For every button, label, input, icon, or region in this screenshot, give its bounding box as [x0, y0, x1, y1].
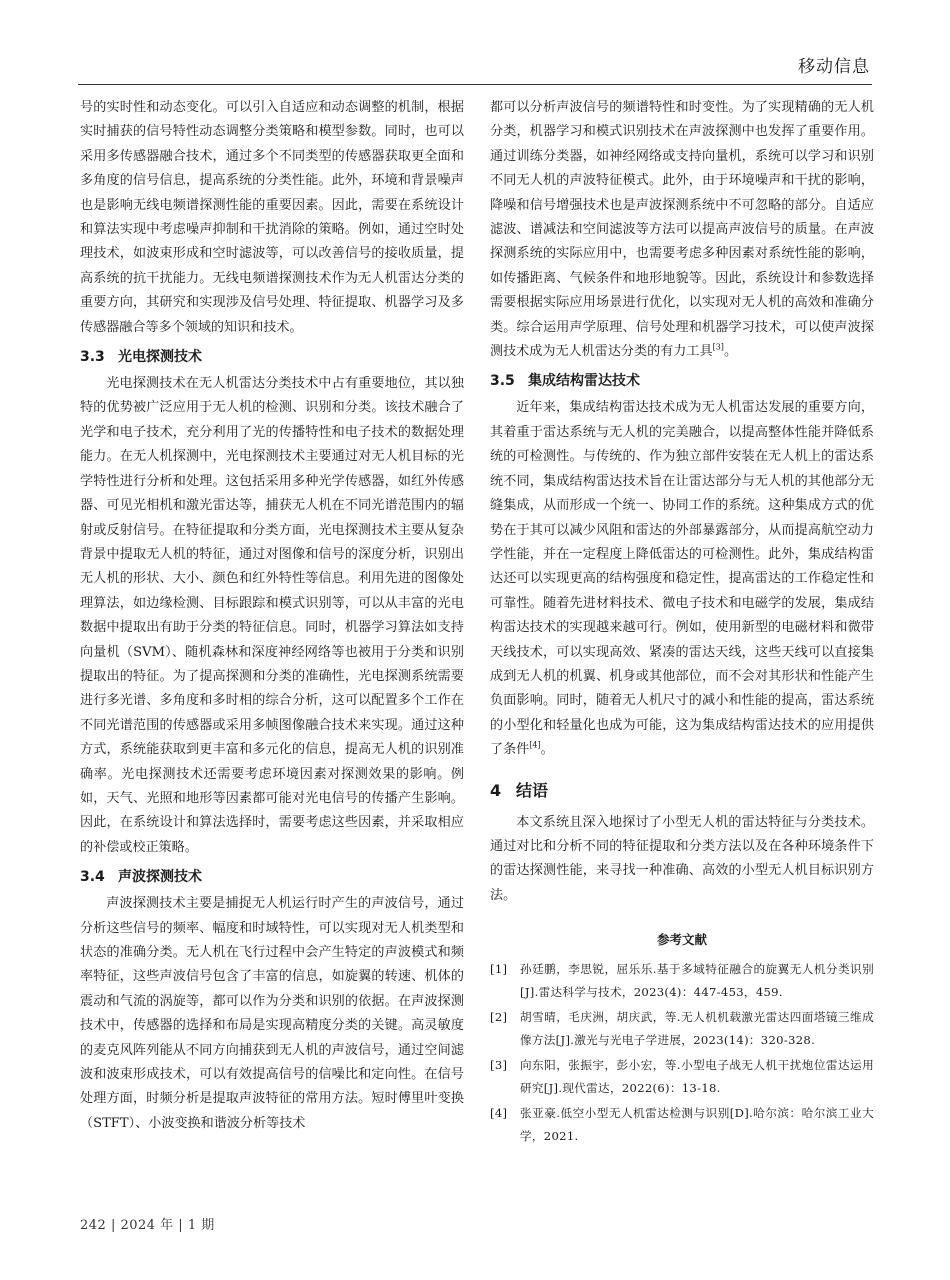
reference-item — [490, 1102, 874, 1148]
reference-text: 孙廷鹏，李思锐，屈乐乐.基于多域特征融合的旋翼无人机分类识别[J].雷达科学与技术，2023(4)：447-453，459. — [520, 962, 874, 1000]
section-number: 4 — [490, 780, 502, 800]
paragraph-end: 。 — [540, 742, 554, 758]
reference-index: [2] — [490, 1010, 508, 1025]
reference-index: [3] — [490, 1058, 508, 1073]
reference-index: [4] — [490, 1106, 508, 1121]
section-heading-3-3 — [80, 344, 464, 370]
page-footer: 242 | 2024 年 | 1 期 — [80, 1218, 215, 1233]
section-heading-4 — [490, 777, 874, 805]
paragraph — [490, 96, 874, 364]
section-number: 3.4 — [80, 869, 105, 886]
reference-item — [490, 1006, 874, 1052]
reference-list — [490, 958, 874, 1148]
section-number: 3.5 — [490, 373, 515, 390]
header-rule — [78, 84, 872, 85]
paragraph-end: 。 — [723, 344, 738, 360]
reference-text: 向东阳，张振宇，彭小宏，等.小型电子战无人机干扰炮位雷达运用研究[J].现代雷达，2022(6)：13-18. — [520, 1058, 874, 1096]
reference-text: 张亚豪.低空小型无人机雷达检测与识别[D].哈尔滨：哈尔滨工业大学，2021. — [520, 1106, 874, 1144]
right-column — [490, 96, 874, 1150]
section-heading-3-5 — [490, 368, 874, 394]
section-title: 光电探测技术 — [118, 349, 202, 366]
section-number: 3.3 — [80, 349, 105, 366]
section-title: 集成结构雷达技术 — [528, 373, 640, 390]
left-column — [80, 96, 464, 1136]
paragraph: 声波探测技术主要是捕捉无人机运行时产生的声波信号，通过分析这些信号的频率、幅度和时域特性，可以实现对无人机类型和状态的准确分类。无人机在飞行过程中会产生特定的声波模式和频率特征，这些声波信号包含了丰富的信息，如旋翼的转速、机体的震动和气流的涡旋等，都可以作为分类和识别的依据。在声波探测技术中，传感器的选择和布局是实现高精度分类的关键。高灵敏度的麦克风阵列能从不同方向捕获到无人机的声波信号，通过空间滤波和波束形成技术，可以有效提高信号的信噪比和定向性。在信号处理方面，时频分析是提取声波特征的常用方法。短时傅里叶变换（STFT）、小波变换和谐波分析等技术 — [80, 896, 464, 1131]
paragraph — [490, 396, 874, 762]
reference-text: 胡雪晴，毛庆洲，胡庆武，等.无人机机载激光雷达四面塔镜三维成像方法[J].激光与光电子学进展，2023(14)：320-328. — [520, 1010, 874, 1048]
reference-item — [490, 958, 874, 1004]
section-heading-3-4 — [80, 864, 464, 890]
reference-index: [1] — [490, 962, 508, 977]
section-title: 声波探测技术 — [118, 869, 202, 886]
paragraph: 光电探测技术在无人机雷达分类技术中占有重要地位，其以独特的优势被广泛应用于无人机的检测、识别和分类。该技术融合了光学和电子技术，充分利用了光的传播特性和电子技术的数据处理能力。在无人机探测中，光电探测技术主要通过对无人机目标的光学特性进行分析和处理。这包括采用多种光学传感器，如红外传感器、可见光相机和激光雷达等，捕获无人机在不同光谱范围内的辐射或反射信号。在特征提取和分类方面，光电探测技术主要从复杂背景中提取无人机的特征，通过对图像和信号的深度分析，识别出无人机的形状、大小、颜色和红外特性等信息。利用先进的图像处理算法，如边缘检测、目标跟踪和模式识别等，可以从丰富的光电数据中提取出有助于分类的特征信息。同时，机器学习算法如支持向量机（SVM）、随机森林和深度神经网络等也被用于分类和识别提取出的特征。为了提高探测和分类的准确性，光电探测系统需要进行多光谱、多角度和多时相的综合分析，这可以配置多个工作在不同光谱范围的传感器或采用多帧图像融合技术来实现。通过这种方式，系统能获取到更丰富和多元化的信息，提高无人机的识别准确率。光电探测技术还需要考虑环境因素对探测效果的影响。例如，天气、光照和地形等因素都可能对光电信号的传播产生影响。因此，在系统设计和算法选择时，需要考虑这些因素，并采取相应的补偿或校正策略。 — [80, 376, 464, 855]
paragraph-text: 都可以分析声波信号的频谱特性和时变性。为了实现精确的无人机分类，机器学习和模式识别技术在声波探测中也发挥了重要作用。通过训练分类器，如神经网络或支持向量机，系统可以学习和识别不同无人机的声波特征模式。此外，由于环境噪声和干扰的影响，降噪和信号增强技术也是声波探测系统中不可忽略的部分。自适应滤波、谱减法和空间滤波等方法可以提高声波信号的质量。在声波探测系统的实际应用中，也需要考虑多种因素对系统性能的影响，如传播距离、气候条件和地形地貌等。因此，系统设计和参数选择需要根据实际应用场景进行优化，以实现对无人机的高效和准确分类。综合运用声学原理、信号处理和机器学习技术，可以使声波探测技术成为无人机雷达分类的有力工具 — [490, 100, 874, 360]
reference-item — [490, 1054, 874, 1100]
citation-4: [4] — [529, 740, 541, 750]
paragraph-text: 近年来，集成结构雷达技术成为无人机雷达发展的重要方向，其着重于雷达系统与无人机的完美融合，以提高整体性能并降低系统的可检测性。与传统的、作为独立部件安装在无人机上的雷达系统不同，集成结构雷达技术旨在让雷达部分与无人机的其他部分无缝集成，从而形成一个统一、协同工作的系统。这种集成方式的优势在于其可以减少风阻和雷达的外部暴露部分，从而提高航空动力学性能，并在一定程度上降低雷达的可检测性。此外，集成结构雷达还可以实现更高的结构强度和稳定性，提高雷达的工作稳定性和可靠性。随着先进材料技术、微电子技术和电磁学的发展，集成结构雷达技术的实现越来越可行。例如，使用新型的电磁材料和微带天线技术，可以实现高效、紧凑的雷达天线，这些天线可以直接集成到无人机的机翼、机身或其他部位，而不会对其形状和性能产生负面影响。同时，随着无人机尺寸的减小和性能的提高，雷达系统的小型化和轻量化也成为可能，这为集成结构雷达技术的应用提供了条件 — [490, 400, 874, 758]
journal-title: 移动信息 — [798, 57, 870, 77]
references-title: 参考文献 — [656, 932, 707, 948]
section-title: 结语 — [516, 780, 549, 800]
paragraph: 号的实时性和动态变化。可以引入自适应和动态调整的机制，根据实时捕获的信号特性动态调整分类策略和模型参数。同时，也可以采用多传感器融合技术，通过多个不同类型的传感器获取更全面和多角度的信号信息，提高系统的分类性能。此外，环境和背景噪声也是影响无线电频谱探测性能的重要因素。因此，需要在系统设计和算法实现中考虑噪声抑制和干扰消除的策略。例如，通过空时处理技术，如波束形成和空时滤波等，可以改善信号的接收质量，提高系统的抗干扰能力。无线电频谱探测技术作为无人机雷达分类的重要方向，其研究和实现涉及信号处理、特征提取、机器学习及多传感器融合等多个领域的知识和技术。 — [80, 100, 464, 335]
paragraph: 本文系统且深入地探讨了小型无人机的雷达特征与分类技术。通过对比和分析不同的特征提取和分类方法以及在各种环境条件下的雷达探测性能，来寻找一种准确、高效的小型无人机目标识别方法。 — [490, 814, 874, 903]
citation-3: [3] — [712, 342, 724, 352]
